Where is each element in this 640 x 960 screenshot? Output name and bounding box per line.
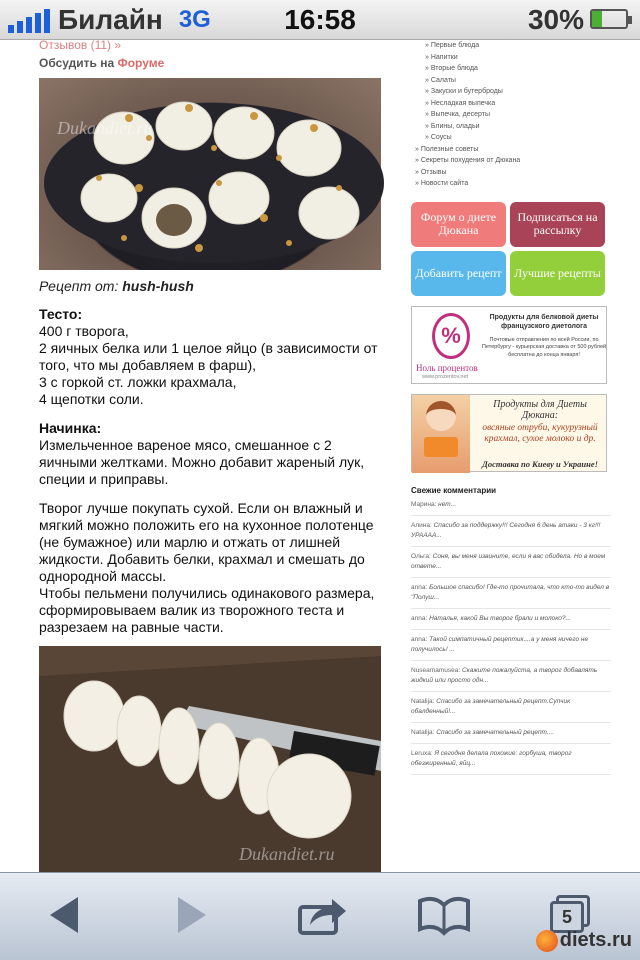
category-item[interactable]: » Соусы bbox=[425, 134, 452, 141]
comment-item[interactable]: Алина: Спасибо за поддержку!!! Сегодня 6 день атаки - 3 кг!!! УРАААА... bbox=[411, 521, 611, 547]
dough-line: 2 яичных белка или 1 целое яйцо (в зависимости от того, что мы добавляем в фарш), bbox=[39, 340, 378, 373]
dough-roll-photo bbox=[39, 646, 381, 872]
ad-footer: Доставка по Киеву и Украине! bbox=[482, 458, 598, 469]
web-page[interactable] bbox=[0, 40, 640, 872]
forward-button[interactable] bbox=[162, 893, 222, 937]
site-watermark: diets.ru bbox=[536, 929, 632, 952]
site-link[interactable]: » Секреты похудения от Дюкана bbox=[415, 157, 521, 164]
status-bar bbox=[0, 0, 640, 40]
instructions-paragraph: Чтобы пельмени получились одинакового размера, сформировываем валик из творожного теста и разрезаем на равные части. bbox=[39, 585, 375, 635]
ad-title: Продукты для белковой диеты французского диетолога bbox=[489, 313, 599, 330]
dough-title: Тесто: bbox=[39, 306, 83, 322]
ad-banner-zero-percent[interactable] bbox=[411, 306, 607, 384]
ad-banner-dukan-products[interactable] bbox=[411, 394, 607, 472]
author-name[interactable]: hush-hush bbox=[122, 278, 194, 294]
comment-item[interactable]: anna: Такой симпатичный рецептик....а у меня ничего не получилось! ... bbox=[411, 635, 611, 661]
comment-item[interactable]: Марина: нет... bbox=[411, 500, 611, 516]
discuss-prefix: Обсудить на bbox=[39, 56, 118, 70]
subscribe-tile[interactable]: Подписаться на рассылку bbox=[510, 202, 605, 247]
back-arrow-icon bbox=[46, 895, 82, 935]
recent-comments-title: Свежие комментарии bbox=[411, 485, 497, 495]
category-item[interactable]: » Первые блюда bbox=[425, 42, 480, 49]
comment-item[interactable]: anna: Большое спасибо! Где-то прочитала, что кто-то видел в "Полуш... bbox=[411, 583, 611, 609]
site-link[interactable]: » Отзывы bbox=[415, 168, 447, 176]
comment-item[interactable]: Leruxa: Я сегодня делала похожие: горбуша, творог обезжиренный, яйц... bbox=[411, 749, 611, 775]
dough-line: 3 с горкой ст. ложки крахмала, bbox=[39, 374, 237, 390]
instructions-paragraph: Творог лучше покупать сухой. Если он влажный и мягкий можно положить его на кухонное полотенце (не бумажное) или марлю и отжать от лишней жидкости. Добавить белки, крахмал и смешать до однородной массы. bbox=[39, 500, 374, 584]
category-list bbox=[425, 40, 611, 144]
dumplings-photo bbox=[39, 78, 381, 270]
ad-title: Продукты для Диеты Дюкана: bbox=[493, 398, 587, 421]
recipe-author bbox=[39, 278, 389, 294]
category-item[interactable]: » Напитки bbox=[425, 53, 458, 61]
ad-body: овсяные отруби, кукурузный крахмал, сухое молоко и др. bbox=[482, 422, 598, 444]
percent-icon: % bbox=[432, 313, 470, 359]
best-recipes-tile[interactable]: Лучшие рецепты bbox=[510, 251, 605, 296]
site-links bbox=[415, 144, 611, 190]
add-recipe-tile[interactable]: Добавить рецепт bbox=[411, 251, 506, 296]
tabs-count: 5 bbox=[550, 901, 584, 933]
recipe-content bbox=[39, 40, 389, 895]
back-button[interactable] bbox=[34, 893, 94, 937]
dough-line: 4 щепотки соли. bbox=[39, 391, 144, 407]
book-icon bbox=[416, 895, 472, 935]
watermark: Dukandiet.ru bbox=[57, 118, 153, 138]
watermark: Dukandiet.ru bbox=[239, 844, 335, 864]
comment-item[interactable]: Nuseamamusea: Скажите пожалуйста, а творог добавлять жидкий или просто одн... bbox=[411, 666, 611, 692]
comment-item[interactable]: Natalija: Спасибо за замечательный рецепт.Супчик обалденный!... bbox=[411, 697, 611, 723]
comments-list bbox=[411, 500, 611, 775]
filling-text: Измельченное вареное мясо, смешанное с 2 яичными желтками. Можно добавит жареный лук, специи и приправы. bbox=[39, 437, 365, 487]
category-item[interactable]: » Блины, оладьи bbox=[425, 122, 480, 130]
battery-percent: 30% bbox=[527, 4, 584, 35]
category-item[interactable]: » Салаты bbox=[425, 76, 456, 84]
reviews-link[interactable]: Отзывов (11) » bbox=[39, 38, 122, 52]
promo-tiles bbox=[411, 202, 611, 296]
browser-toolbar bbox=[0, 872, 640, 960]
filling-title: Начинка: bbox=[39, 420, 102, 436]
category-item[interactable]: » Закуски и бутерброды bbox=[425, 88, 503, 95]
share-button[interactable] bbox=[292, 893, 352, 937]
dough-roll-illustration bbox=[39, 646, 381, 872]
site-link[interactable]: » Полезные советы bbox=[415, 145, 479, 153]
ad-brand: Ноль процентов bbox=[416, 362, 478, 373]
comment-item[interactable]: anna: Наталья, какой Вы творог брали и молоко?... bbox=[411, 614, 611, 630]
apple-logo-icon bbox=[536, 930, 558, 952]
site-link[interactable]: » Новости сайта bbox=[415, 180, 469, 187]
sidebar bbox=[411, 40, 611, 775]
carrier-name: Билайн bbox=[58, 3, 163, 35]
forum-tile[interactable]: Форум о диете Дюкана bbox=[411, 202, 506, 247]
category-item[interactable]: » Несладкая выпечка bbox=[425, 99, 496, 107]
comment-item[interactable]: Natalija: Спасибо за замечательный рецепт.... bbox=[411, 728, 611, 744]
ad-body: Почтовые отправления по всей России, по Петербургу - курьерская доставка от 500 рублей бесплатна до конца января! bbox=[481, 336, 607, 358]
forum-link[interactable]: Форуме bbox=[117, 56, 165, 70]
network-type: 3G bbox=[178, 5, 211, 33]
battery-icon bbox=[590, 9, 628, 29]
clock: 16:58 bbox=[284, 4, 356, 35]
dumplings-illustration bbox=[39, 78, 381, 270]
author-prefix: Рецепт от: bbox=[39, 278, 123, 294]
share-icon bbox=[296, 895, 348, 935]
ad-woman-photo bbox=[412, 395, 470, 473]
discuss-line bbox=[39, 56, 389, 70]
dough-line: 400 г творога, bbox=[39, 323, 129, 339]
category-item[interactable]: » Выпечка, десерты bbox=[425, 111, 490, 118]
bookmarks-button[interactable] bbox=[414, 893, 474, 937]
forward-arrow-icon bbox=[174, 895, 210, 935]
comment-item[interactable]: Ольга: Соня, вы меня извините, если я вас обидела. Но в моем ответе... bbox=[411, 552, 611, 578]
category-item[interactable]: » Вторые блюда bbox=[425, 65, 478, 72]
ad-url: www.prozentov.net bbox=[422, 373, 469, 380]
